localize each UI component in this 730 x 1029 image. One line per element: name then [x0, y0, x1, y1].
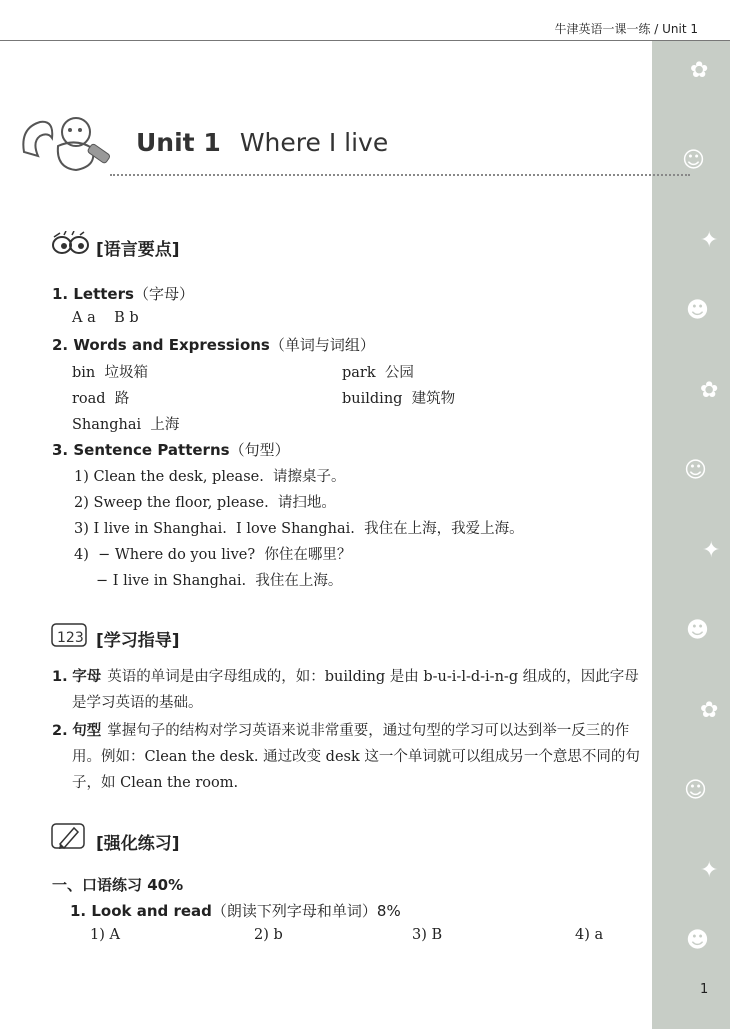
kid-doodle-icon: ☺	[684, 778, 707, 803]
unit-number: Unit 1	[136, 128, 221, 157]
word-item: building 建筑物	[342, 391, 456, 407]
word-item: park 公园	[342, 365, 414, 381]
sentence-item: 1) Clean the desk, please. 请擦桌子。	[74, 469, 346, 485]
section-study-guide: [学习指导]	[96, 631, 180, 651]
unit-name: Where I live	[239, 128, 389, 157]
strip-wavy-edge	[652, 40, 678, 1029]
question-item: 2) b	[254, 927, 283, 943]
kid-doodle-icon: ✿	[700, 698, 719, 723]
title-dotted-rule	[110, 174, 690, 176]
guide-item: 1. 字母 英语的单词是由字母组成的，如：building 是由 b-u-i-l-d-i-n-g 组成的，因此字母是学习英语的基础。	[52, 669, 639, 711]
question-item: 4) a	[575, 927, 604, 943]
sentence-item: − I live in Shanghai. 我住在上海。	[96, 573, 343, 589]
running-header: 牛津英语一课一练 / Unit 1	[554, 22, 698, 36]
squirrel-mascot-icon	[18, 108, 118, 178]
sentence-item: 4) − Where do you live? 你住在哪里？	[74, 547, 352, 563]
letters-list: A a B b	[72, 310, 139, 326]
kid-doodle-icon: ✿	[690, 58, 709, 83]
sentences-heading: 3. Sentence Patterns（句型）	[52, 441, 290, 459]
kid-doodle-icon: ✦	[702, 538, 721, 563]
kid-doodle-icon: ✦	[700, 228, 719, 253]
guide-item: 2. 句型 掌握句子的结构对学习英语来说非常重要，通过句型的学习可以达到举一反三的作用。例如：Clean the desk. 通过改变 desk 这一个单词就可以组成另一个意思不同的句子，如 Clean the room.	[52, 723, 640, 791]
kid-doodle-icon: ☻	[686, 928, 709, 953]
eyes-icon	[50, 231, 90, 257]
kid-doodle-icon: ✿	[700, 378, 719, 403]
word-item: road 路	[72, 391, 130, 407]
sentence-item: 3) I live in Shanghai. I love Shanghai. 我住在上海，我爱上海。	[74, 521, 524, 537]
words-heading: 2. Words and Expressions（单词与词组）	[52, 336, 375, 354]
question-heading: 1. Look and read（朗读下列字母和单词）8%	[70, 902, 401, 920]
sentence-item: 2) Sweep the floor, please. 请扫地。	[74, 495, 336, 511]
kid-doodle-icon: ☻	[686, 618, 709, 643]
word-item: bin 垃圾箱	[72, 365, 148, 381]
kid-doodle-icon: ☺	[682, 148, 705, 173]
kid-doodle-icon: ☺	[684, 458, 707, 483]
question-item: 1) A	[90, 927, 120, 943]
svg-text:123: 123	[57, 630, 84, 646]
word-item: Shanghai 上海	[72, 417, 180, 433]
header-rule	[0, 40, 730, 41]
numbers-123-icon	[50, 620, 88, 650]
letters-heading: 1. Letters（字母）	[52, 285, 194, 303]
section-practice: [强化练习]	[96, 834, 180, 854]
question-item: 3) B	[412, 927, 443, 943]
kid-doodle-icon: ☻	[686, 298, 709, 323]
kid-doodle-icon: ✦	[700, 858, 719, 883]
pencil-icon	[50, 820, 88, 852]
exercise-part-heading: 一、口语练习 40%	[52, 876, 184, 894]
section-language-points: [语言要点]	[96, 240, 180, 260]
unit-title	[136, 128, 388, 157]
page-number: 1	[700, 982, 709, 997]
